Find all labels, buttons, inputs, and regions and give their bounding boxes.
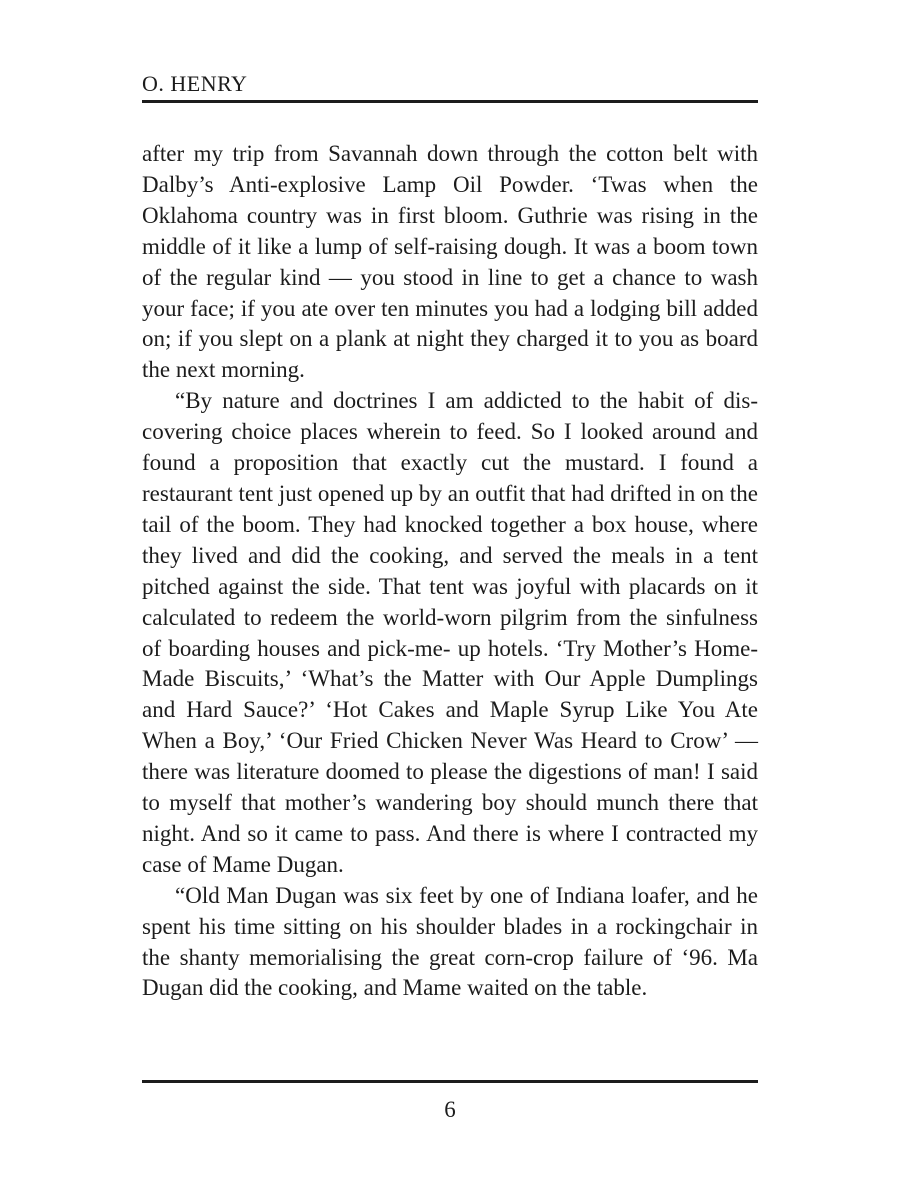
paragraph-3: “Old Man Dugan was six feet by one of Indiana loafer, and he spent his time sitting on his shoulder blades in a rockingchair in the shanty memorialising the great corn-crop failure of ‘96. Ma Dugan did the cooking, and Mame waited on the table. (142, 882, 758, 1001)
running-head: O. HENRY (142, 71, 248, 96)
footer-rule (142, 1080, 758, 1083)
paragraph-1: after my trip from Savannah down through the cotton belt with Dalby’s Anti-explosive Lamp Oil Powder. ‘Twas when the Oklahoma country was in first bloom. Guthrie was rising in the middle of it like a lump of self-raising dough. It was a boom town of the regular kind — you stood in line to get a chance to wash your face; if you ate over ten minutes you had a lodging bill added on; if you slept on a plank at night they charged it to you as board the next morning. (142, 141, 758, 383)
header-rule (142, 100, 758, 103)
body-text (142, 139, 758, 1004)
page-number: 6 (444, 1097, 456, 1122)
paragraph-2: “By nature and doctrines I am addicted to the habit of discovering choice places wherein to feed. So I looked around and found a proposition that exactly cut the mustard. I found a restaurant tent just opened up by an outfit that had drifted in on the tail of the boom. They had knocked together a box house, where they lived and did the cooking, and served the meals in a tent pitched against the side. That tent was joyful with placards on it calculated to redeem the world-worn pilgrim from the sinfulness of boarding houses and pick-me- up hotels. ‘Try Mother’s Home-Made Biscuits,’ ‘What’s the Matter with Our Apple Dumplings and Hard Sauce?’ ‘Hot Cakes and Maple Syrup Like You Ate When a Boy,’ ‘Our Fried Chicken Never Was Heard to Crow’ — there was literature doomed to please the digestions of man! I said to myself that mother’s wandering boy should munch there that night. And so it came to pass. And there is where I contracted my case of Mame Dugan. (142, 388, 758, 877)
